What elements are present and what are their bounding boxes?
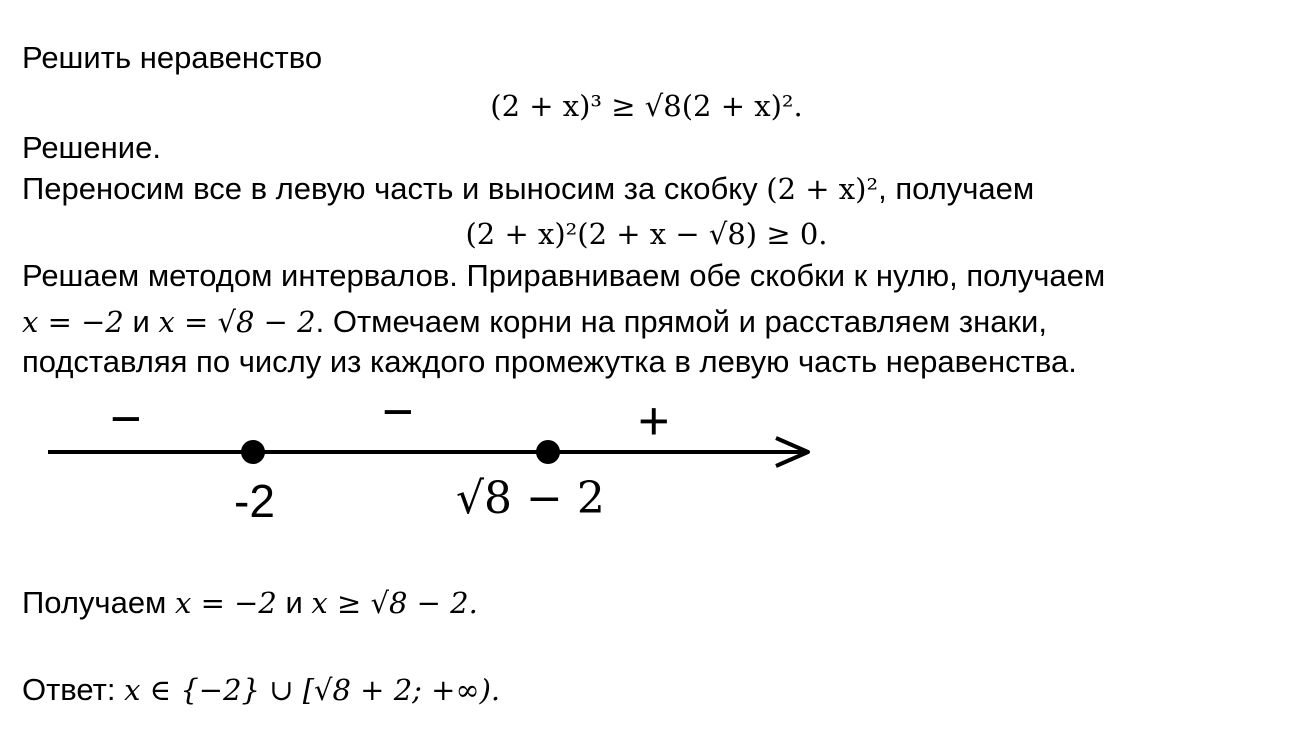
inequality-formula: (2 + x)³ ≥ √8(2 + x)².: [490, 89, 803, 123]
result-line: [22, 585, 478, 621]
interval-sign-2: −: [382, 382, 414, 442]
result-prefix: Получаем: [22, 585, 175, 620]
interval-sign-3: +: [638, 391, 670, 451]
result-math-2: x ≥ √8 − 2.: [311, 586, 478, 620]
solution-line-1-tail: , получаем: [878, 171, 1035, 206]
root-1-math: x = −2: [22, 305, 124, 339]
answer-label: Ответ:: [22, 672, 125, 707]
solution-heading: Решение.: [22, 130, 161, 165]
solution-line-2: Решаем методом интервалов. Приравниваем обе скобки к нулю, получаем: [22, 258, 1106, 293]
point-minus-2: [241, 440, 265, 464]
answer-math: x ∈ {−2} ∪ [√8 + 2; +∞).: [124, 673, 501, 707]
answer-line: [22, 672, 500, 708]
problem-heading: Решить неравенство: [22, 40, 323, 75]
solution-line-1-text: Переносим все в левую часть и выносим за скобку: [22, 171, 758, 206]
point-label-sqrt8-minus-2: √8 − 2: [456, 473, 605, 524]
root-2-math: x = √8 − 2: [158, 305, 316, 339]
solution-line-3-tail: . Отмечаем корни на прямой и расставляем знаки,: [315, 304, 1047, 339]
point-sqrt8-minus-2: [536, 440, 560, 464]
solution-line-3-and: и: [123, 304, 159, 339]
solution-line-4: подставляя по числу из каждого промежутка в левую часть неравенства.: [22, 344, 1077, 379]
factored-formula: (2 + x)²(2 + x − √8) ≥ 0.: [465, 217, 828, 251]
result-math-1: x = −2: [175, 586, 277, 620]
solution-line-1-math: (2 + x)²: [766, 172, 879, 206]
result-and: и: [276, 585, 312, 620]
point-label-minus-2: -2: [234, 475, 275, 527]
interval-sign-1: −: [110, 389, 142, 449]
